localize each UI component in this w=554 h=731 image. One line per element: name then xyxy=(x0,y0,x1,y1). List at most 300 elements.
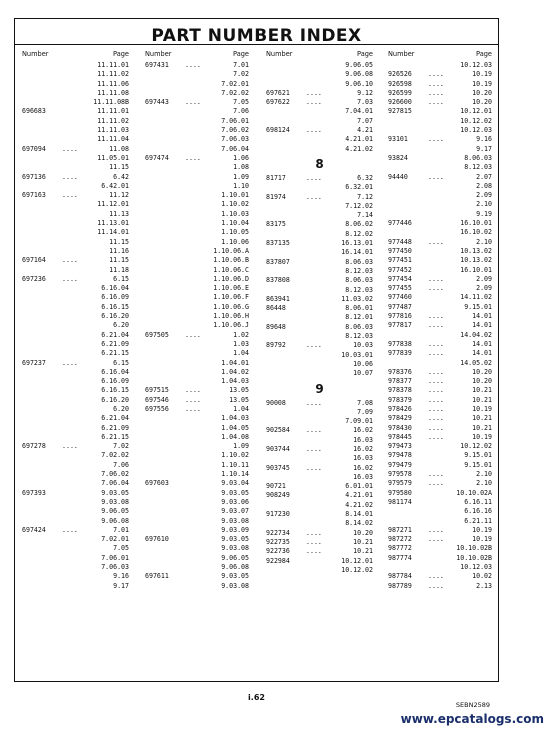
index-row xyxy=(22,182,129,191)
part-number: 697237 xyxy=(22,358,46,367)
page-reference: 8.06.03 xyxy=(345,322,373,331)
part-number: 979479 xyxy=(388,460,412,469)
part-number: 981174 xyxy=(388,497,412,506)
index-row xyxy=(145,98,249,107)
part-number: 908249 xyxy=(266,491,290,500)
index-row xyxy=(22,572,129,581)
page-reference: 8.14.02 xyxy=(345,519,373,528)
page-reference: 11.08 xyxy=(109,144,129,153)
index-row xyxy=(266,491,373,500)
page-reference: 1.10.06.H xyxy=(213,312,249,321)
part-number: 979473 xyxy=(388,442,412,451)
page-reference: 10.20 xyxy=(472,367,492,376)
part-number: 89792 xyxy=(266,341,286,350)
part-number: 978376 xyxy=(388,367,412,376)
page-reference: 6.20 xyxy=(113,321,129,330)
index-row xyxy=(388,405,492,414)
page-reference: 14.05.02 xyxy=(460,358,492,367)
index-row xyxy=(22,544,129,553)
index-row xyxy=(145,535,249,544)
section-heading: 8 xyxy=(315,156,324,171)
index-row xyxy=(266,89,373,98)
leader-dots: .... xyxy=(428,349,444,358)
page-reference: 9.06.05 xyxy=(345,61,373,69)
page-reference: 4.21.02 xyxy=(345,144,373,153)
leader-dots: .... xyxy=(428,284,444,293)
index-row xyxy=(388,359,492,368)
page-reference: 16.02 xyxy=(353,426,373,435)
index-row xyxy=(145,182,249,191)
page-reference: 9.03.05 xyxy=(221,572,249,581)
part-number: 987271 xyxy=(388,525,412,534)
index-row xyxy=(22,107,129,116)
page-reference: 10.06 xyxy=(353,359,373,368)
header-number: Number xyxy=(145,50,172,58)
index-row xyxy=(266,510,373,519)
index-row xyxy=(266,566,373,575)
index-row xyxy=(388,200,492,209)
index-row xyxy=(145,228,249,237)
part-number: 837135 xyxy=(266,239,290,248)
index-row xyxy=(388,507,492,516)
part-number: 922736 xyxy=(266,547,290,556)
index-row xyxy=(266,408,373,417)
page-reference: 2.09 xyxy=(476,191,492,200)
part-number: 987772 xyxy=(388,544,412,553)
page-reference: 2.10 xyxy=(476,237,492,246)
page-reference: 11.03.02 xyxy=(341,294,373,303)
part-number: 978377 xyxy=(388,377,412,386)
leader-dots: .... xyxy=(306,341,322,350)
page-reference: 6.16.11 xyxy=(464,497,492,506)
leader-dots: .... xyxy=(428,423,444,432)
page-reference: 10.13.02 xyxy=(460,256,492,265)
page-reference: 6.21.09 xyxy=(101,423,129,432)
index-row xyxy=(266,332,373,341)
part-number: 977838 xyxy=(388,339,412,348)
page-reference: 10.03 xyxy=(353,341,373,350)
index-row xyxy=(388,284,492,293)
index-row xyxy=(266,445,373,454)
page-reference: 6.21.04 xyxy=(101,330,129,339)
index-row xyxy=(388,247,492,256)
page-reference: 10.21 xyxy=(353,547,373,556)
index-row xyxy=(145,126,249,135)
page-reference: 6.21.09 xyxy=(101,339,129,348)
index-row xyxy=(22,293,129,302)
index-row xyxy=(388,424,492,433)
leader-dots: .... xyxy=(306,88,322,97)
page-reference: 11.11.06 xyxy=(97,79,129,88)
index-row xyxy=(22,275,129,284)
page-reference: 9.15.01 xyxy=(464,460,492,469)
part-number: 697610 xyxy=(145,535,169,544)
page-reference: 6.16.09 xyxy=(101,377,129,386)
part-number: 977839 xyxy=(388,349,412,358)
page-reference: 1.10.01 xyxy=(221,191,249,200)
page-reference: 9.03.06 xyxy=(221,497,249,506)
page-reference: 8.12.01 xyxy=(345,313,373,322)
index-row xyxy=(22,582,129,591)
index-row xyxy=(388,554,492,563)
index-row xyxy=(388,461,492,470)
index-row xyxy=(145,107,249,116)
part-number: 977450 xyxy=(388,246,412,255)
index-row xyxy=(388,442,492,451)
index-row xyxy=(266,529,373,538)
part-number: 698124 xyxy=(266,126,290,135)
part-number: 697621 xyxy=(266,88,290,97)
page-reference: 10.21 xyxy=(472,386,492,395)
page-reference: 7.02 xyxy=(233,70,249,79)
page-reference: 9.16 xyxy=(476,135,492,144)
leader-dots: .... xyxy=(428,377,444,386)
page-reference: 10.20 xyxy=(353,528,373,537)
page-reference: 1.04.05 xyxy=(221,423,249,432)
part-number: 926526 xyxy=(388,70,412,79)
index-row xyxy=(388,163,492,172)
index-row xyxy=(145,80,249,89)
part-number: 978429 xyxy=(388,414,412,423)
page-reference: 7.06.01 xyxy=(221,116,249,125)
index-row xyxy=(388,386,492,395)
page-reference: 9.06.08 xyxy=(345,70,373,79)
part-number: 863941 xyxy=(266,294,290,303)
index-row xyxy=(145,293,249,302)
page-reference: 7.08 xyxy=(357,398,373,407)
page-reference: 7.07 xyxy=(357,116,373,125)
page-reference: 8.06.03 xyxy=(464,153,492,162)
leader-dots: .... xyxy=(428,581,444,590)
header-number: Number xyxy=(388,50,415,58)
leader-dots: .... xyxy=(306,426,322,435)
page-reference: 14.04.02 xyxy=(460,330,492,339)
page-reference: 7.02.02 xyxy=(221,88,249,97)
leader-dots: .... xyxy=(62,172,78,181)
part-number: 837808 xyxy=(266,276,290,285)
leader-dots: .... xyxy=(428,172,444,181)
index-column-2 xyxy=(145,50,249,591)
index-row xyxy=(266,211,373,220)
part-number: 977460 xyxy=(388,293,412,302)
page-reference: 1.04.01 xyxy=(221,358,249,367)
page-reference: 7.02.01 xyxy=(101,535,129,544)
page-reference: 10.12.02 xyxy=(460,442,492,451)
part-number: 697431 xyxy=(145,61,169,69)
column-header xyxy=(145,50,249,61)
leader-dots: .... xyxy=(306,463,322,472)
page-reference: 9.03.05 xyxy=(221,488,249,497)
page-reference: 9.03.05 xyxy=(101,488,129,497)
header-page: Page xyxy=(233,50,249,58)
leader-dots: .... xyxy=(306,98,322,107)
part-number: 697603 xyxy=(145,479,169,488)
page-reference: 1.10.03 xyxy=(221,209,249,218)
leader-dots: .... xyxy=(306,192,322,201)
index-row xyxy=(266,220,373,229)
page-reference: 6.16.04 xyxy=(101,367,129,376)
part-number: 926600 xyxy=(388,98,412,107)
index-row xyxy=(388,368,492,377)
page-reference: 9.03.08 xyxy=(221,581,249,590)
part-number: 979580 xyxy=(388,488,412,497)
leader-dots: .... xyxy=(62,256,78,265)
page-reference: 1.09 xyxy=(233,172,249,181)
page-reference: 6.42.01 xyxy=(101,181,129,190)
leader-dots: .... xyxy=(428,312,444,321)
page-reference: 2.10 xyxy=(476,479,492,488)
index-row xyxy=(22,498,129,507)
leader-dots: .... xyxy=(428,414,444,423)
page-reference: 1.06 xyxy=(233,153,249,162)
index-row xyxy=(145,489,249,498)
index-row xyxy=(388,544,492,553)
page-reference: 1.04.08 xyxy=(221,432,249,441)
index-row xyxy=(266,399,373,408)
index-row xyxy=(266,304,373,313)
part-number: 903745 xyxy=(266,463,290,472)
index-row xyxy=(22,80,129,89)
leader-dots: .... xyxy=(428,70,444,79)
page-reference: 6.21.15 xyxy=(101,432,129,441)
page-reference: 10.10.02B xyxy=(456,553,492,562)
leader-dots: .... xyxy=(185,330,201,339)
page-reference: 7.06.03 xyxy=(221,135,249,144)
page-reference: 10.12.03 xyxy=(460,126,492,135)
page-reference: 10.19 xyxy=(472,404,492,413)
index-row xyxy=(266,482,373,491)
index-row xyxy=(388,433,492,442)
page-reference: 1.10 xyxy=(233,181,249,190)
index-row xyxy=(266,248,373,257)
part-number: 977816 xyxy=(388,312,412,321)
index-row xyxy=(266,473,373,482)
page-reference: 10.12.01 xyxy=(460,107,492,116)
index-row xyxy=(388,498,492,507)
index-row xyxy=(388,98,492,107)
part-number: 81717 xyxy=(266,173,286,182)
page-reference: 1.10.11 xyxy=(221,460,249,469)
page-reference: 9.03.09 xyxy=(221,525,249,534)
page-reference: 1.10.02 xyxy=(221,451,249,460)
part-number: 697136 xyxy=(22,172,46,181)
part-number: 83175 xyxy=(266,220,286,229)
part-number: 90721 xyxy=(266,482,286,491)
page-reference: 11.11.01 xyxy=(97,107,129,116)
page-reference: 10.21 xyxy=(472,423,492,432)
index-row xyxy=(22,154,129,163)
leader-dots: .... xyxy=(428,274,444,283)
page-reference: 7.01 xyxy=(233,61,249,69)
index-row xyxy=(145,70,249,79)
index-row xyxy=(266,286,373,295)
index-row xyxy=(22,340,129,349)
page-reference: 7.06.02 xyxy=(221,126,249,135)
leader-dots: .... xyxy=(428,98,444,107)
leader-dots: .... xyxy=(428,79,444,88)
index-row xyxy=(388,563,492,572)
index-row xyxy=(388,396,492,405)
part-number: 978426 xyxy=(388,404,412,413)
index-row xyxy=(266,230,373,239)
page-reference: 10.12.03 xyxy=(460,61,492,69)
index-row xyxy=(22,451,129,460)
index-row xyxy=(388,266,492,275)
page-reference: 7.02.02 xyxy=(101,451,129,460)
index-row xyxy=(22,135,129,144)
page-reference: 1.10.06.A xyxy=(213,246,249,255)
index-row xyxy=(266,351,373,360)
index-row xyxy=(22,396,129,405)
leader-dots: .... xyxy=(306,398,322,407)
index-row xyxy=(266,360,373,369)
page-reference: 9.17 xyxy=(476,144,492,153)
page-reference: 7.02 xyxy=(113,442,129,451)
page-reference: 7.09 xyxy=(357,407,373,416)
index-row xyxy=(145,145,249,154)
index-row xyxy=(145,340,249,349)
index-row xyxy=(388,489,492,498)
index-row xyxy=(145,405,249,414)
index-row xyxy=(266,135,373,144)
index-row xyxy=(22,173,129,182)
index-row xyxy=(145,359,249,368)
page-reference: 10.20 xyxy=(472,377,492,386)
page-reference: 6.15 xyxy=(113,274,129,283)
index-row xyxy=(145,219,249,228)
index-row xyxy=(22,405,129,414)
index-row xyxy=(22,359,129,368)
page-reference: 11.11.02 xyxy=(97,116,129,125)
page-reference: 11.14.01 xyxy=(97,228,129,237)
index-row xyxy=(266,193,373,202)
part-number: 697515 xyxy=(145,386,169,395)
leader-dots: .... xyxy=(428,367,444,376)
page-reference: 10.02 xyxy=(472,572,492,581)
index-row xyxy=(266,107,373,116)
page-reference: 1.10.06.G xyxy=(213,302,249,311)
part-number: 837807 xyxy=(266,257,290,266)
index-row xyxy=(22,163,129,172)
page-reference: 6.15 xyxy=(113,358,129,367)
header-page: Page xyxy=(476,50,492,58)
index-row xyxy=(22,256,129,265)
index-row xyxy=(266,70,373,79)
page-reference: 2.10 xyxy=(476,200,492,209)
index-row xyxy=(22,284,129,293)
page-reference: 14.01 xyxy=(472,339,492,348)
index-row xyxy=(22,61,129,70)
page-reference: 10.20 xyxy=(472,98,492,107)
index-row xyxy=(22,98,129,107)
watermark: www.epcatalogs.com xyxy=(400,712,544,726)
part-number: 987784 xyxy=(388,572,412,581)
index-row xyxy=(22,117,129,126)
index-row xyxy=(145,349,249,358)
page-reference: 13.05 xyxy=(229,386,249,395)
page-reference: 1.04.03 xyxy=(221,377,249,386)
index-row xyxy=(22,228,129,237)
page-reference: 8.06.01 xyxy=(345,304,373,313)
page-reference: 8.12.03 xyxy=(345,266,373,275)
page-reference: 16.13.01 xyxy=(341,239,373,248)
page-reference: 7.01 xyxy=(113,525,129,534)
leader-dots: .... xyxy=(185,386,201,395)
leader-dots: .... xyxy=(306,537,322,546)
index-row xyxy=(388,349,492,358)
part-number: 697443 xyxy=(145,98,169,107)
page-reference: 7.14 xyxy=(357,211,373,220)
page-reference: 1.04 xyxy=(233,404,249,413)
index-row xyxy=(388,154,492,163)
page-reference: 8.12.02 xyxy=(345,229,373,238)
leader-dots: .... xyxy=(428,88,444,97)
page-reference: 1.10.06.F xyxy=(213,293,249,302)
index-row xyxy=(145,544,249,553)
index-row xyxy=(388,479,492,488)
index-row xyxy=(22,200,129,209)
leader-dots: .... xyxy=(428,479,444,488)
index-row xyxy=(22,479,129,488)
header-number: Number xyxy=(266,50,293,58)
index-row xyxy=(388,80,492,89)
page-reference: 2.09 xyxy=(476,274,492,283)
index-row xyxy=(145,526,249,535)
page-reference: 16.10.01 xyxy=(460,219,492,228)
index-row xyxy=(388,377,492,386)
index-row xyxy=(266,557,373,566)
part-number: 977452 xyxy=(388,265,412,274)
index-row xyxy=(145,582,249,591)
page-reference: 7.03 xyxy=(357,98,373,107)
page-reference: 11.11.03 xyxy=(97,126,129,135)
index-row xyxy=(388,228,492,237)
page-title: PART NUMBER INDEX xyxy=(151,26,362,46)
index-row xyxy=(266,501,373,510)
page-reference: 7.06.04 xyxy=(101,479,129,488)
index-row xyxy=(388,173,492,182)
part-number: 697278 xyxy=(22,442,46,451)
index-row xyxy=(388,293,492,302)
page-reference: 1.04 xyxy=(233,349,249,358)
part-number: 977454 xyxy=(388,274,412,283)
page-reference: 7.06 xyxy=(233,107,249,116)
page-reference: 11.11.08B xyxy=(93,98,129,107)
page-reference: 9.03.04 xyxy=(221,479,249,488)
leader-dots: .... xyxy=(185,98,201,107)
page-reference: 4.21.01 xyxy=(345,135,373,144)
page-reference: 10.03.01 xyxy=(341,350,373,359)
part-number: 922735 xyxy=(266,537,290,546)
index-row xyxy=(145,442,249,451)
index-row xyxy=(388,135,492,144)
index-row xyxy=(266,454,373,463)
index-row xyxy=(22,424,129,433)
page-reference: 16.10.01 xyxy=(460,265,492,274)
index-row xyxy=(388,340,492,349)
part-number: 697622 xyxy=(266,98,290,107)
index-row xyxy=(145,247,249,256)
page-reference: 1.08 xyxy=(233,163,249,172)
page-reference: 11.13 xyxy=(109,209,129,218)
index-row xyxy=(22,191,129,200)
index-row xyxy=(22,526,129,535)
leader-dots: .... xyxy=(306,547,322,556)
leader-dots: .... xyxy=(62,274,78,283)
part-number: 926598 xyxy=(388,79,412,88)
page-reference: 2.13 xyxy=(476,581,492,590)
page-reference: 16.02 xyxy=(353,463,373,472)
